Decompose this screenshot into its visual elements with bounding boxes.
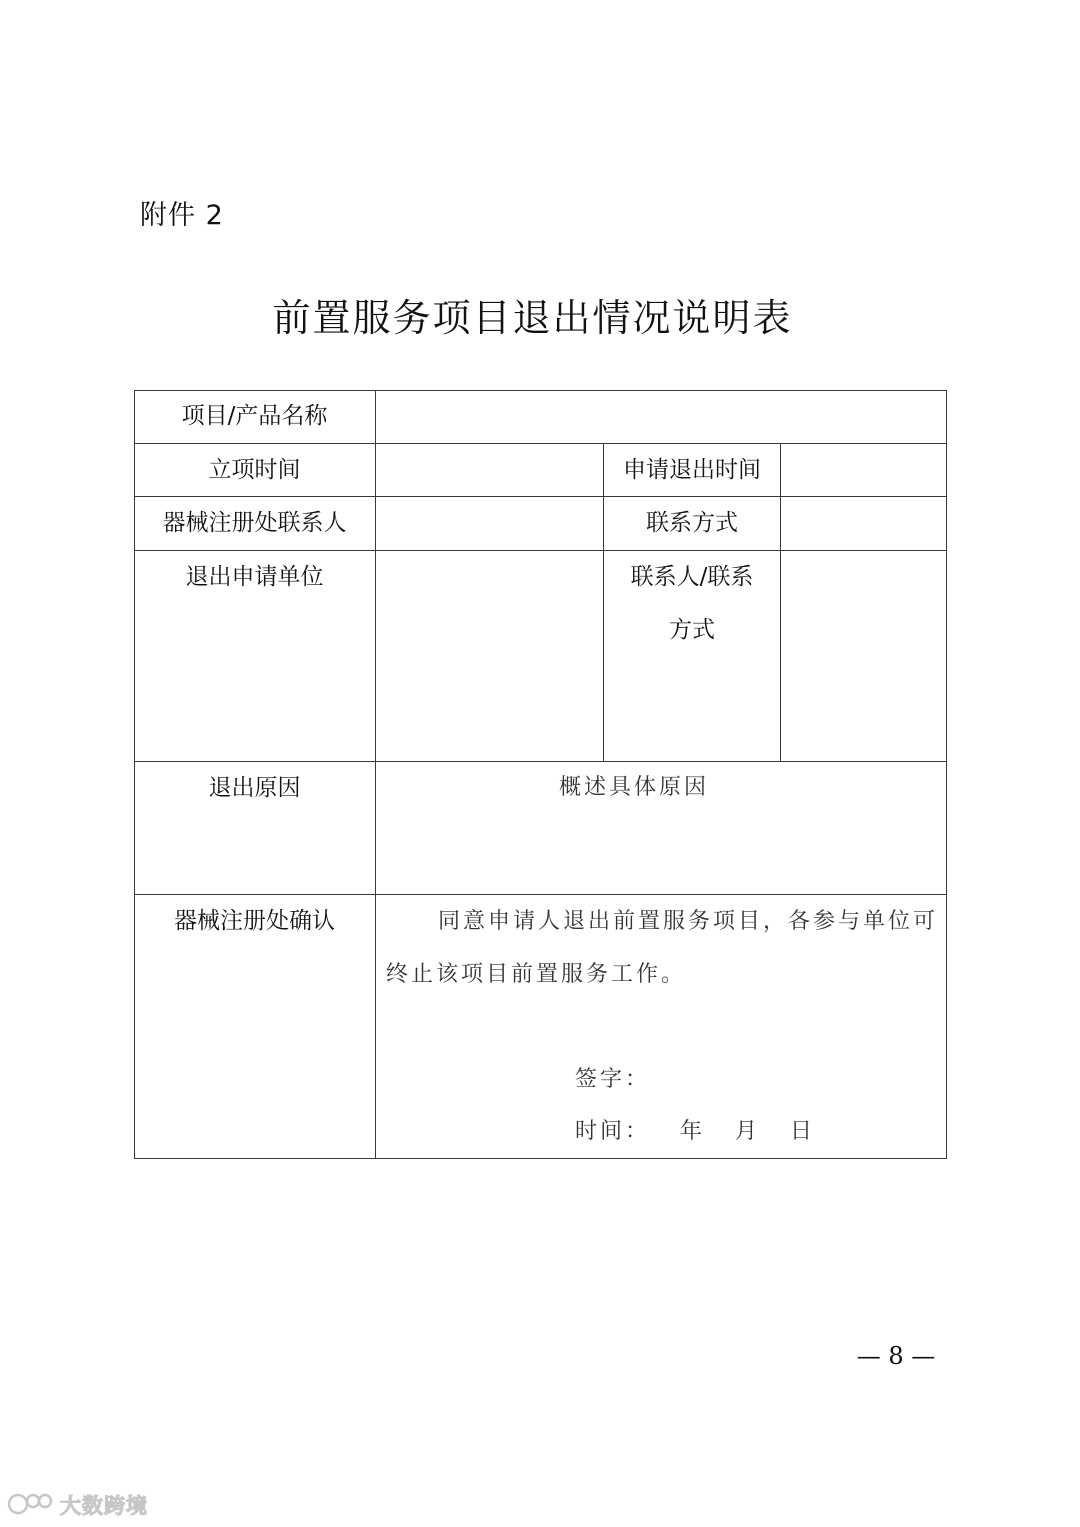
attachment-label: 附件 2 — [140, 200, 224, 231]
contact-method-field[interactable] — [781, 497, 946, 549]
watermark-text: 大数跨境 — [60, 1494, 148, 1518]
exit-request-time-field[interactable] — [781, 444, 946, 496]
start-time-label: 立项时间 — [208, 457, 301, 483]
table-border-bottom — [134, 1158, 947, 1159]
page-title: 前置服务项目退出情况说明表 — [272, 296, 793, 340]
month-label: 月 — [735, 1119, 761, 1144]
year-label: 年 — [680, 1119, 706, 1144]
table-border-right — [946, 390, 947, 1159]
project-name-field[interactable] — [376, 390, 946, 442]
confirmation-label: 器械注册处确认 — [174, 908, 335, 934]
registry-contact-label: 器械注册处联系人 — [162, 510, 347, 536]
applicant-unit-field[interactable] — [376, 551, 603, 759]
watermark — [6, 1490, 148, 1520]
registry-contact-field[interactable] — [376, 497, 603, 549]
confirmation-text-line2: 终止该项目前置服务工作。 — [386, 962, 687, 987]
contact-method-label: 联系方式 — [646, 510, 738, 536]
date-label: 时间： — [575, 1119, 651, 1144]
applicant-contact-label-line2: 方式 — [669, 617, 715, 643]
page-number: — 8 — — [856, 1342, 936, 1370]
exit-reason-hint[interactable]: 概述具体原因 — [558, 775, 709, 800]
brand-logo-icon — [6, 1489, 54, 1521]
exit-request-time-label: 申请退出时间 — [623, 457, 761, 483]
applicant-contact-field[interactable] — [781, 551, 946, 759]
applicant-contact-label-line1: 联系人/联系 — [630, 564, 754, 590]
day-label: 日 — [790, 1119, 816, 1144]
signature-label: 签字： — [575, 1067, 651, 1092]
confirmation-text — [386, 895, 942, 1001]
start-time-field[interactable] — [376, 444, 603, 496]
exit-reason-label: 退出原因 — [208, 775, 301, 801]
date-line[interactable] — [575, 1110, 815, 1154]
signature-line[interactable] — [575, 1058, 650, 1102]
confirmation-text-line1: 同意申请人退出前置服务项目，各参与单位可 — [438, 909, 939, 934]
applicant-unit-label: 退出申请单位 — [185, 564, 324, 590]
project-name-label: 项目/产品名称 — [181, 403, 328, 429]
